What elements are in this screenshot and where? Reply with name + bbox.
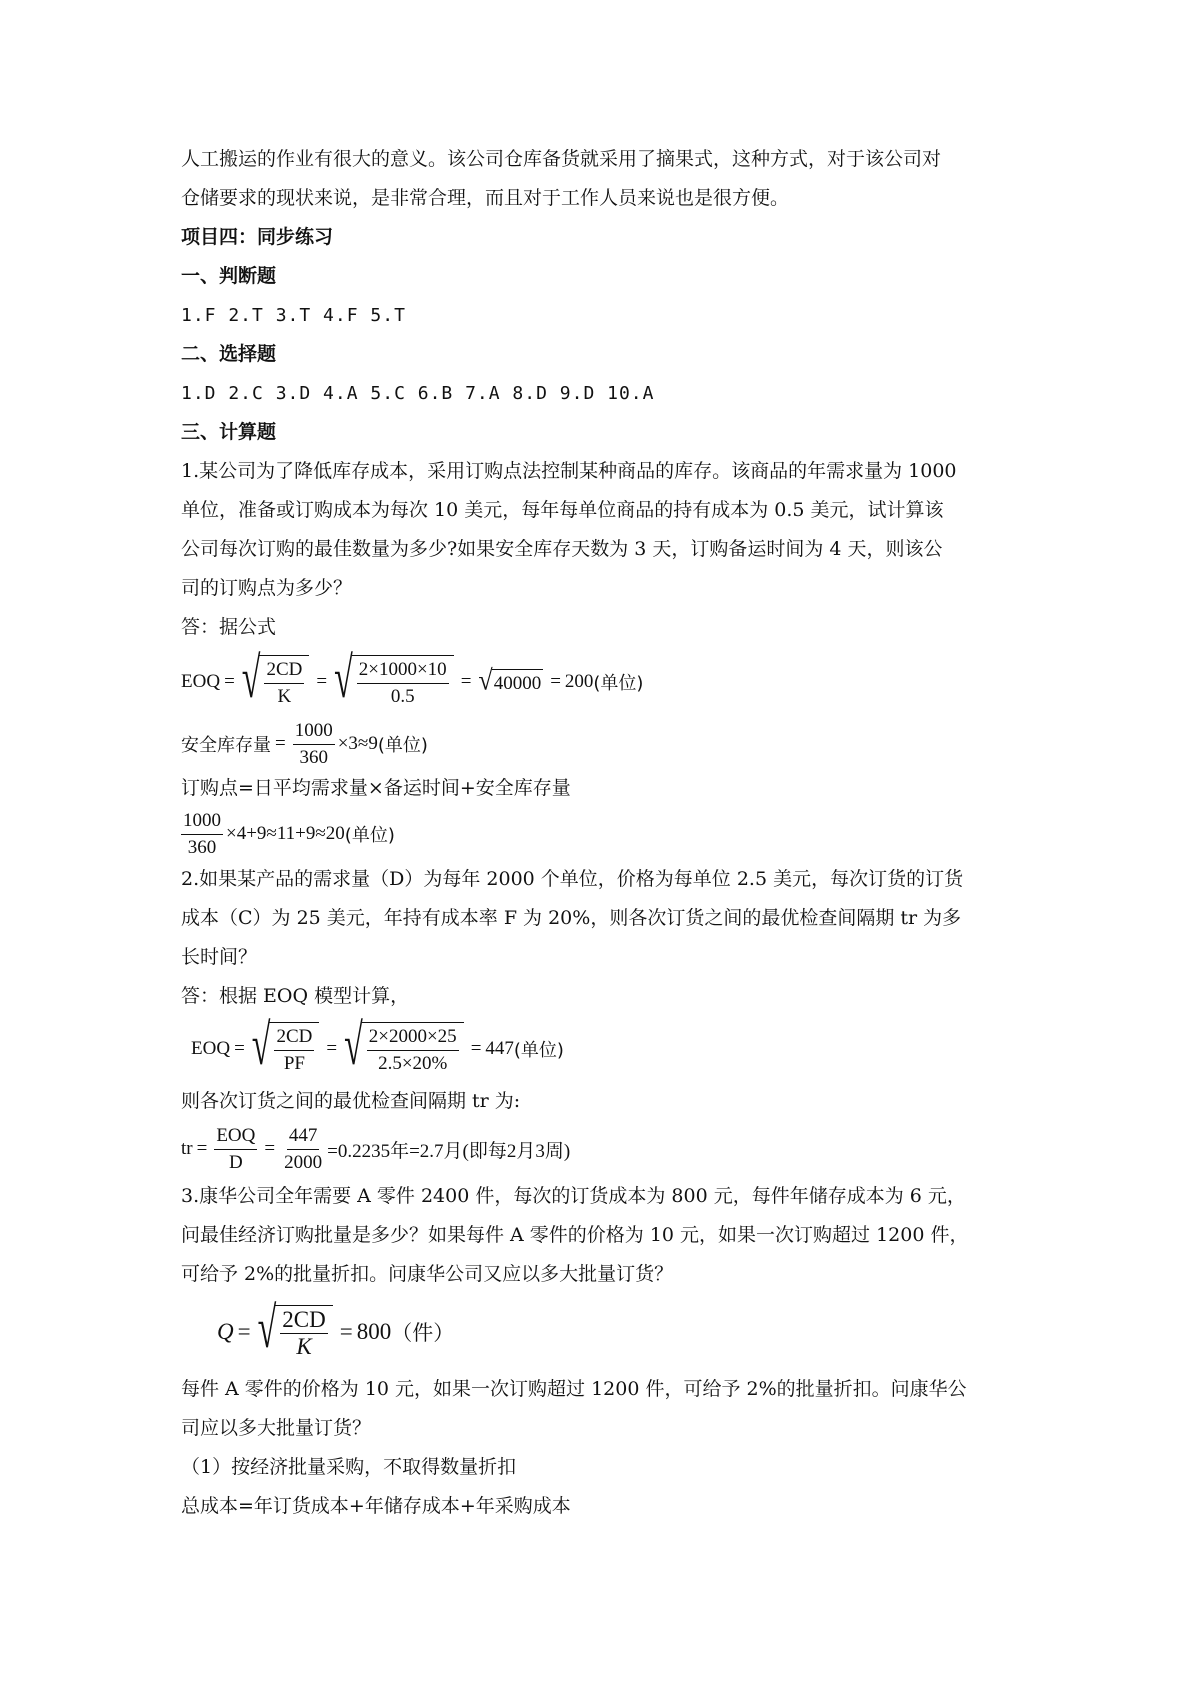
sqrt-symbol: √ $\frac{2\times 2000\times 25}{2.5\times 20\%}$ xyxy=(344,1022,464,1076)
q2-text: 长时间？ xyxy=(181,946,258,968)
q2-tr-formula: tr = $\frac{\text{EOQ}}{D}$ = $\frac{447}{2000}$ =0.2235年=2.7月(即每2月3周) xyxy=(181,1124,571,1173)
sqrt-symbol: √ $\frac{2CD}{K}$ xyxy=(258,1305,333,1359)
calc-heading: 三、计算题 xyxy=(181,421,277,443)
sqrt-symbol: √ 40000 xyxy=(478,664,542,697)
choice-heading: 二、选择题 xyxy=(181,343,277,365)
q2-tr-label: 则各次订货之间的最优检查间隔期 tr 为: xyxy=(181,1090,521,1112)
intro-line: 仓储要求的现状来说，是非常合理，而且对于工作人员来说也是很方便。 xyxy=(181,187,790,209)
q1-text: 1.某公司为了降低库存成本，采用订购点法控制某种商品的库存。该商品的年需求量为 1000 xyxy=(181,460,957,482)
q3-step: （1）按经济批量采购，不取得数量折扣 xyxy=(181,1456,517,1478)
intro-line: 人工搬运的作业有很大的意义。该公司仓库备货就采用了摘果式，这种方式，对于该公司对 xyxy=(181,148,942,170)
q1-eoq-formula: EOQ = √ $\frac{2CD}{K}$ = √ $\frac{2\times 1000\times 10}{0.5}$ = √ 40000 = 200 (单位) xyxy=(181,647,644,711)
judge-answers: 1.F 2.T 3.T 4.F 5.T xyxy=(181,305,406,326)
sqrt-symbol: √ $\frac{2CD}{K}$ xyxy=(242,655,310,709)
q3-text: 可给予 2%的批量折扣。问康华公司又应以多大批量订货？ xyxy=(181,1263,674,1285)
document-page xyxy=(181,140,1021,1526)
sqrt-symbol: √ $\frac{2CD}{PF}$ xyxy=(252,1022,320,1076)
q2-text: 2.如果某产品的需求量（D）为每年 2000 个单位，价格为每单位 2.5 美元，每次订货的订货 xyxy=(181,868,964,890)
q3-text: 司应以多大批量订货？ xyxy=(181,1417,372,1439)
section-title: 项目四：同步练习 xyxy=(181,226,334,248)
q2-answer-label: 答：根据 EOQ 模型计算， xyxy=(181,985,410,1007)
eoq-lhs: EOQ xyxy=(181,671,221,692)
judge-heading: 一、判断题 xyxy=(181,265,277,287)
q3-q-formula: Q = √ $\frac{2CD}{K}$ = 800 （件） xyxy=(217,1297,455,1361)
sqrt-symbol: √ $\frac{2\times 1000\times 10}{0.5}$ xyxy=(334,655,454,709)
q3-text: 问最佳经济订购批量是多少？如果每件 A 零件的价格为 10 元，如果一次订购超过 1200 件， xyxy=(181,1224,969,1246)
q2-text: 成本（C）为 25 美元，年持有成本率 F 为 20%，则各次订货之间的最优检查间隔期 tr 为多 xyxy=(181,907,962,929)
q3-text: 每件 A 零件的价格为 10 元，如果一次订购超过 1200 件，可给予 2%的批量折扣。问康华公 xyxy=(181,1378,967,1400)
q1-reorder-label: 订购点=日平均需求量×备运时间+安全库存量 xyxy=(181,777,571,799)
q3-text: 3.康华公司全年需要 A 零件 2400 件，每次的订货成本为 800 元，每件年储存成本为 6 元， xyxy=(181,1185,966,1207)
choice-answers: 1.D 2.C 3.D 4.A 5.C 6.B 7.A 8.D 9.D 10.A xyxy=(181,383,655,404)
q1-safety-formula: 安全库存量 = $\frac{1000}{360}$ ×3≈9 (单位) xyxy=(181,719,428,768)
q1-text: 公司每次订购的最佳数量为多少?如果安全库存天数为 3 天，订购备运时间为 4 天，则该公 xyxy=(181,538,943,560)
q1-text: 单位，准备或订购成本为每次 10 美元，每年每单位商品的持有成本为 0.5 美元，试计算该 xyxy=(181,499,944,521)
q3-total: 总成本=年订货成本+年储存成本+年采购成本 xyxy=(181,1495,571,1517)
q1-answer-label: 答：据公式 xyxy=(181,616,277,638)
q2-eoq-formula: EOQ = √ $\frac{2CD}{PF}$ = √ $\frac{2\times 2000\times 25}{2.5\times 20\%}$ = 447 (单位) xyxy=(191,1014,564,1078)
q1-text: 司的订购点为多少？ xyxy=(181,577,353,599)
q1-reorder-formula: $\frac{1000}{360}$ ×4+9≈11+9≈20 (单位) xyxy=(183,809,395,858)
